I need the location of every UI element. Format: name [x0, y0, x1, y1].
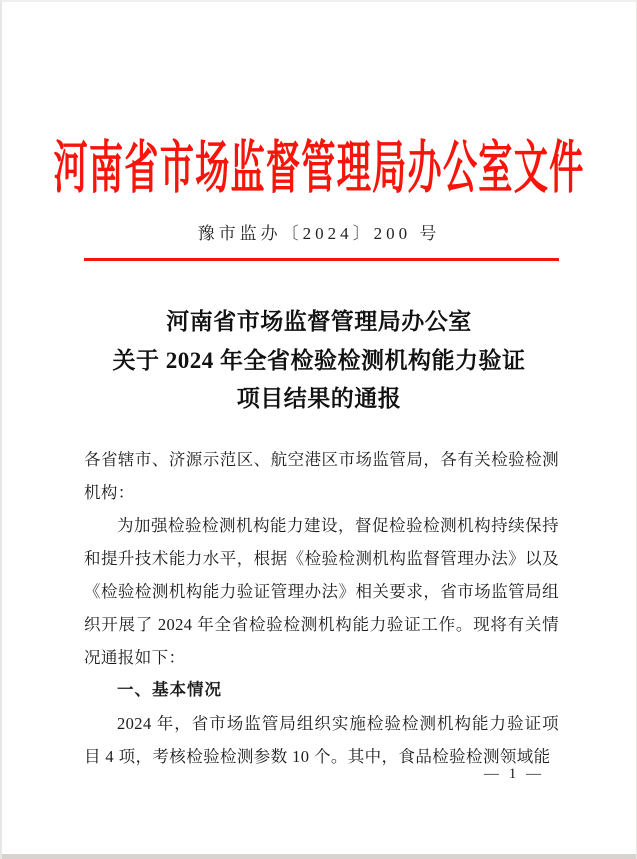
- salutation: 各省辖市、济源示范区、航空港区市场监管局，各有关检验检测机构：: [84, 450, 559, 502]
- page-number: — 1 —: [484, 766, 544, 782]
- document-number: 豫市监办〔2024〕200 号: [197, 224, 441, 243]
- document-title: [2, 303, 636, 419]
- body-paragraph-2: 2024 年，省市场监管局组织实施检验检测机构能力验证项目 4 项，考核检验检测参数 10 个。其中，食品检验检测领域能: [84, 714, 559, 766]
- page-bottom-edge: [2, 854, 636, 859]
- document-title-line-1: 河南省市场监督管理局办公室: [166, 309, 472, 334]
- body-paragraph-1: 为加强检验检测机构能力建设，督促检验检测机构持续保持和提升技术能力水平，根据《检验检测机构监督管理办法》以及《检验检测机构能力验证管理办法》相关要求，省市场监管局组织开展了 2024 年全省检验检测机构能力验证工作。现将有关情况通报如下：: [84, 516, 559, 667]
- letterhead-title: 河南省市场监督管理局办公室文件: [53, 137, 585, 200]
- red-divider-line: [84, 258, 559, 261]
- section-heading-basic-situation: 一、基本情况: [117, 681, 222, 699]
- document-title-line-2: 关于 2024 年全省检验检测机构能力验证: [112, 347, 526, 373]
- document-body: [84, 443, 559, 773]
- document-title-line-3: 项目结果的通报: [236, 386, 402, 411]
